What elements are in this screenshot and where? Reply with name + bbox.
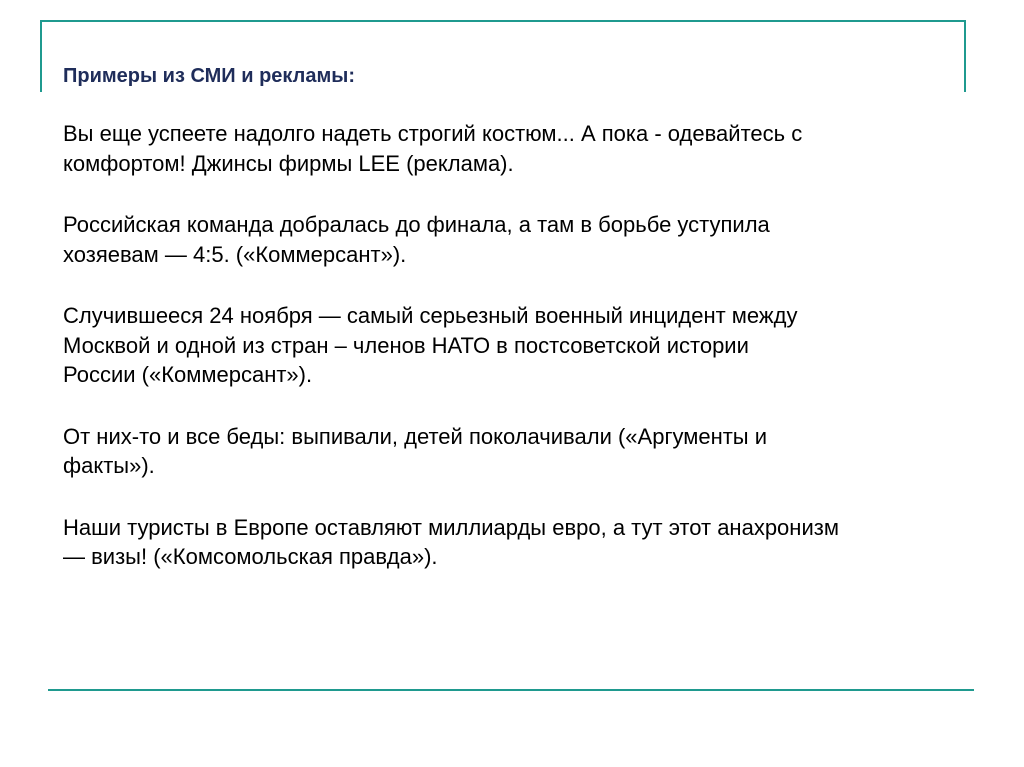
paragraph-line: Российская команда добралась до финала, а там в борьбе уступила: [63, 212, 770, 237]
paragraph-line: — визы! («Комсомольская правда»).: [63, 544, 438, 569]
frame-right-line: [964, 20, 966, 92]
paragraph-line: Случившееся 24 ноября — самый серьезный военный инцидент между: [63, 303, 798, 328]
example-paragraph-4: [63, 422, 973, 481]
frame-left-line: [40, 20, 42, 92]
paragraph-line: Москвой и одной из стран – членов НАТО в постсоветской истории: [63, 332, 749, 358]
slide-content: [63, 119, 973, 604]
paragraph-line: хозяевам — 4:5. («Коммерсант»).: [63, 241, 407, 267]
paragraph-line: комфортом! Джинсы фирмы LEE (реклама).: [63, 150, 514, 176]
example-paragraph-2: [63, 210, 973, 269]
paragraph-line: факты»).: [63, 453, 155, 478]
example-paragraph-1: [63, 119, 973, 178]
slide-title: Примеры из СМИ и рекламы:: [63, 65, 356, 87]
paragraph-line: От них-то и все беды: выпивали, детей поколачивали («Аргументы и: [63, 423, 768, 449]
example-paragraph-3: [63, 301, 973, 390]
example-paragraph-5: [63, 513, 973, 572]
paragraph-line: Вы еще успеете надолго надеть строгий костюм... А пока - одевайтесь с: [63, 121, 803, 146]
frame-bottom-line: [48, 689, 974, 691]
paragraph-line: Наши туристы в Европе оставляют миллиарды евро, а тут этот анахронизм: [63, 514, 839, 540]
paragraph-line: России («Коммерсант»).: [63, 362, 313, 387]
frame-top-line: [40, 20, 966, 22]
